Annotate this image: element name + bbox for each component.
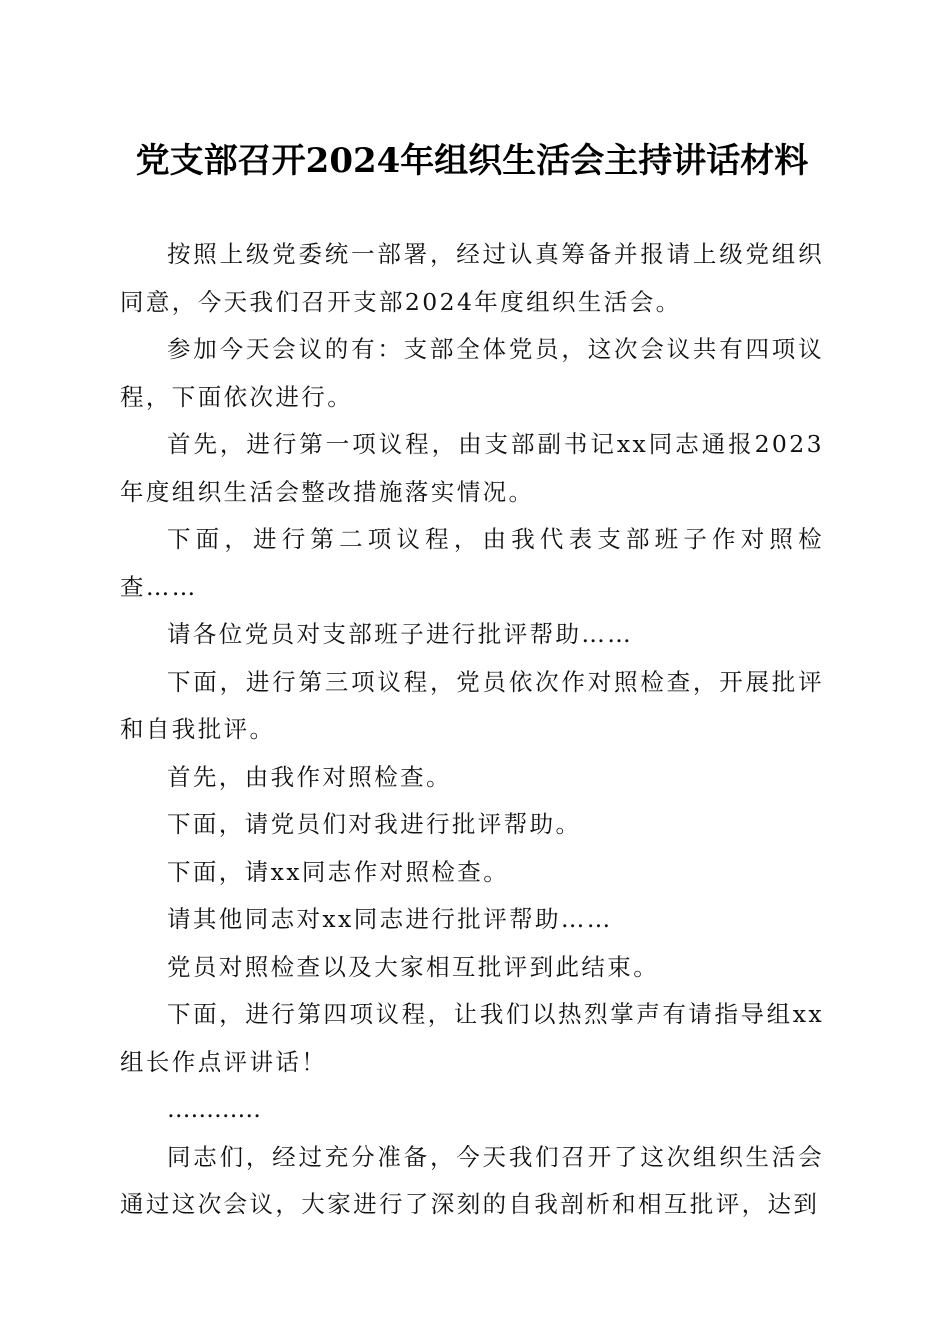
paragraph-agenda-1: 首先，进行第一项议程，由支部副书记xx同志通报2023年度组织生活会整改措施落实情况。 [120, 430, 824, 506]
paragraph-agenda-3: 下面，进行第三项议程，党员依次作对照检查，开展批评和自我批评。 [120, 667, 824, 743]
paragraph-attendees: 参加今天会议的有：支部全体党员，这次会议共有四项议程，下面依次进行。 [120, 335, 824, 411]
paragraph-criticism-end: 党员对照检查以及大家相互批评到此结束。 [167, 952, 660, 981]
paragraph-intro: 按照上级党委统一部署，经过认真筹备并报请上级党组织同意，今天我们召开支部2024年度组织生活会。 [120, 240, 824, 316]
paragraph-criticism-branch: 请各位党员对支部班子进行批评帮助…… [167, 620, 634, 648]
paragraph-criticism-me: 下面，请党员们对我进行批评帮助。 [167, 810, 582, 838]
paragraph-agenda-4: 下面，进行第四项议程，让我们以热烈掌声有请指导组xx组长作点评讲话！ [120, 1000, 824, 1076]
paragraph-criticism-xx: 请其他同志对xx同志进行批评帮助…… [167, 905, 613, 933]
paragraph-xx-check: 下面，请xx同志作对照检查。 [167, 857, 510, 886]
paragraph-self-check: 首先，由我作对照检查。 [167, 762, 452, 791]
paragraph-closing: 同志们，经过充分准备，今天我们召开了这次组织生活会通过这次会议，大家进行了深刻的自我剖析和相互批评，达到 [120, 1142, 824, 1218]
document-body [120, 231, 824, 1229]
paragraph-agenda-2: 下面，进行第二项议程，由我代表支部班子作对照检查…… [120, 525, 824, 601]
paragraph-ellipsis: ………… [167, 1095, 261, 1123]
document-title: 党支部召开2024年组织生活会主持讲话材料 [135, 141, 809, 181]
